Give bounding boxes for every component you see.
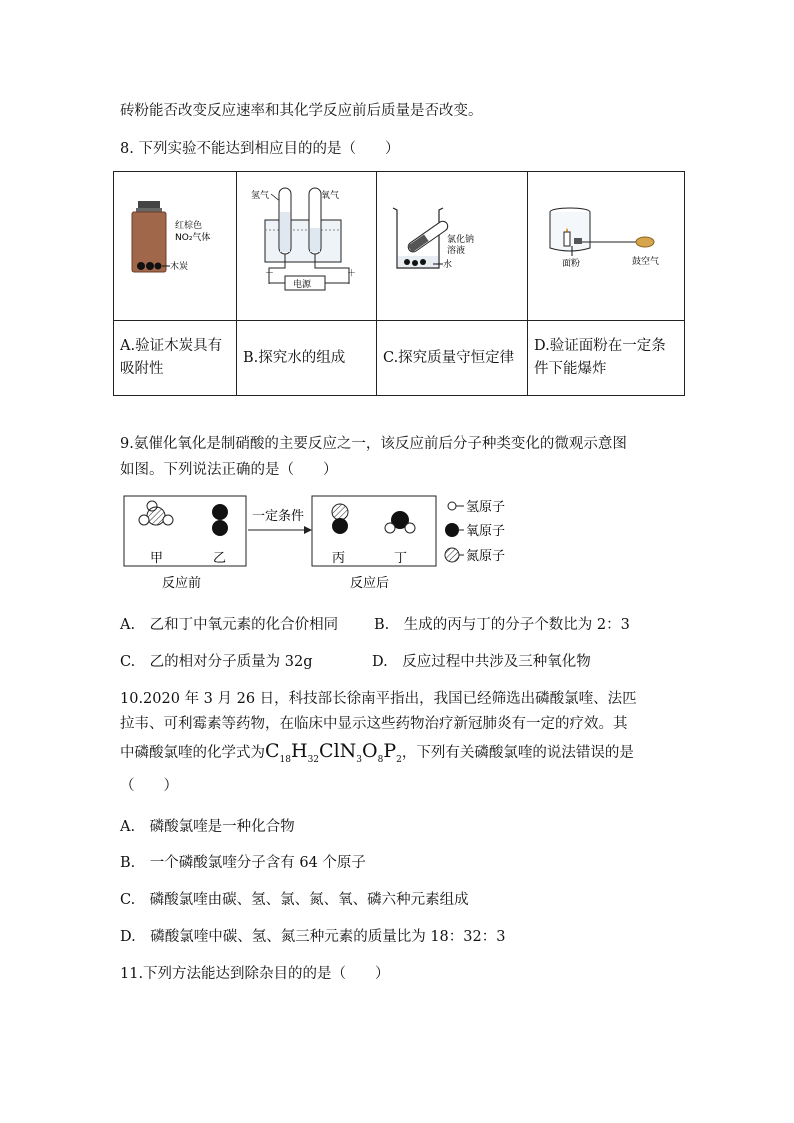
exp-b-figure [237,172,377,321]
q10-line3 [120,740,634,765]
label-yi: 乙 [213,551,227,566]
legend-oxygen: 氧原子 [466,524,506,539]
oxygen-molecule [212,504,228,536]
label-flour: 面粉 [562,259,581,269]
label-hydrogen: 氢气 [251,191,270,201]
label-jia: 甲 [150,551,164,566]
q10-option-b: B. 一个磷酸氯喹分子含有 64 个原子 [120,855,366,871]
label-before: 反应前 [162,576,202,591]
flour-explosion-figure [528,172,684,316]
q10-line3-post: ，下列有关磷酸氯喹的说法错误的是 [401,745,634,761]
legend-hydrogen: 氢原子 [466,500,506,515]
q9-option-b: B. 生成的丙与丁的分子个数比为 2：3 [374,617,630,633]
electrolysis-figure [237,172,376,316]
q9-option-d: D. 反应过程中共涉及三种氧化物 [372,654,591,670]
label-condition: 一定条件 [252,509,305,524]
q10-line3-pre: 中磷酸氯喹的化学式为 [120,745,265,761]
exp-d-figure [528,172,685,321]
q10-option-a: A. 磷酸氯喹是一种化合物 [120,819,295,835]
label-blow-air: 鼓空气 [632,257,660,267]
exp-b-caption: B.探究水的组成 [237,321,377,396]
q11-stem: 11.下列方法能达到除杂目的的是（ ） [120,966,390,982]
legend [445,500,505,564]
q9-option-c: C. 乙的相对分子质量为 32g [120,654,313,670]
q8-experiment-table [113,171,685,396]
exp-a-figure [114,172,237,321]
label-after: 反应后 [350,576,390,591]
exp-d-caption: D.验证面粉在一定条件下能爆炸 [528,321,685,396]
label-minus: － [265,269,275,279]
label-oxygen: 氧气 [321,191,340,201]
q10-line4: （ ） [120,778,178,794]
chemical-formula: $C_{18}H_{32}ClN_3O_8P_2$ [265,740,402,765]
q10-option-c: C. 磷酸氯喹由碳、氢、氯、氮、氧、磷六种元素组成 [120,892,469,908]
label-ding: 丁 [394,551,408,566]
q9-stem-line2: 如图。下列说法正确的是（ ） [120,462,338,478]
label-red-brown: 红棕色 [175,221,203,231]
legend-nitrogen: 氮原子 [466,549,506,564]
intro-line: 砖粉能否改变反应速率和其化学反应前后质量是否改变。 [120,103,483,119]
label-bing: 丙 [332,551,346,566]
exp-c-figure [377,172,528,321]
label-charcoal: 木炭 [170,262,189,272]
ammonia-molecule [139,501,173,525]
no-molecule [332,504,348,534]
charcoal-bottle-figure [114,172,236,316]
label-plus: ＋ [347,269,357,279]
q10-line1: 10.2020 年 3 月 26 日，科技部长徐南平指出，我国已经筛选出磷酸氯喹、法匹 [120,691,637,707]
beaker-tube-figure [377,172,527,316]
q9-stem-line1: 9.氨催化氧化是制硝酸的主要反应之一，该反应前后分子种类变化的微观示意图 [120,436,627,452]
label-solution: 溶液 [447,246,466,256]
q10-option-d: D. 磷酸氯喹中碳、氢、氮三种元素的质量比为 18：32：3 [120,929,506,945]
exp-c-caption: C.探究质量守恒定律 [377,321,528,396]
reaction-diagram [118,490,548,594]
water-molecule [385,511,415,533]
q8-stem: 8. 下列实验不能达到相应目的的是（ ） [120,141,400,157]
q10-line2: 拉韦、可利霉素等药物，在临床中显示这些药物治疗新冠肺炎有一定的疗效。其 [120,716,628,732]
label-nacl: 氯化钠 [447,235,475,245]
q9-option-a: A. 乙和丁中氧元素的化合价相同 [120,617,339,633]
label-no2-gas: NO₂气体 [175,233,211,243]
label-power-supply: 电源 [293,280,312,290]
label-water: 水 [443,260,453,270]
exp-a-caption: A.验证木炭具有吸附性 [114,321,237,396]
